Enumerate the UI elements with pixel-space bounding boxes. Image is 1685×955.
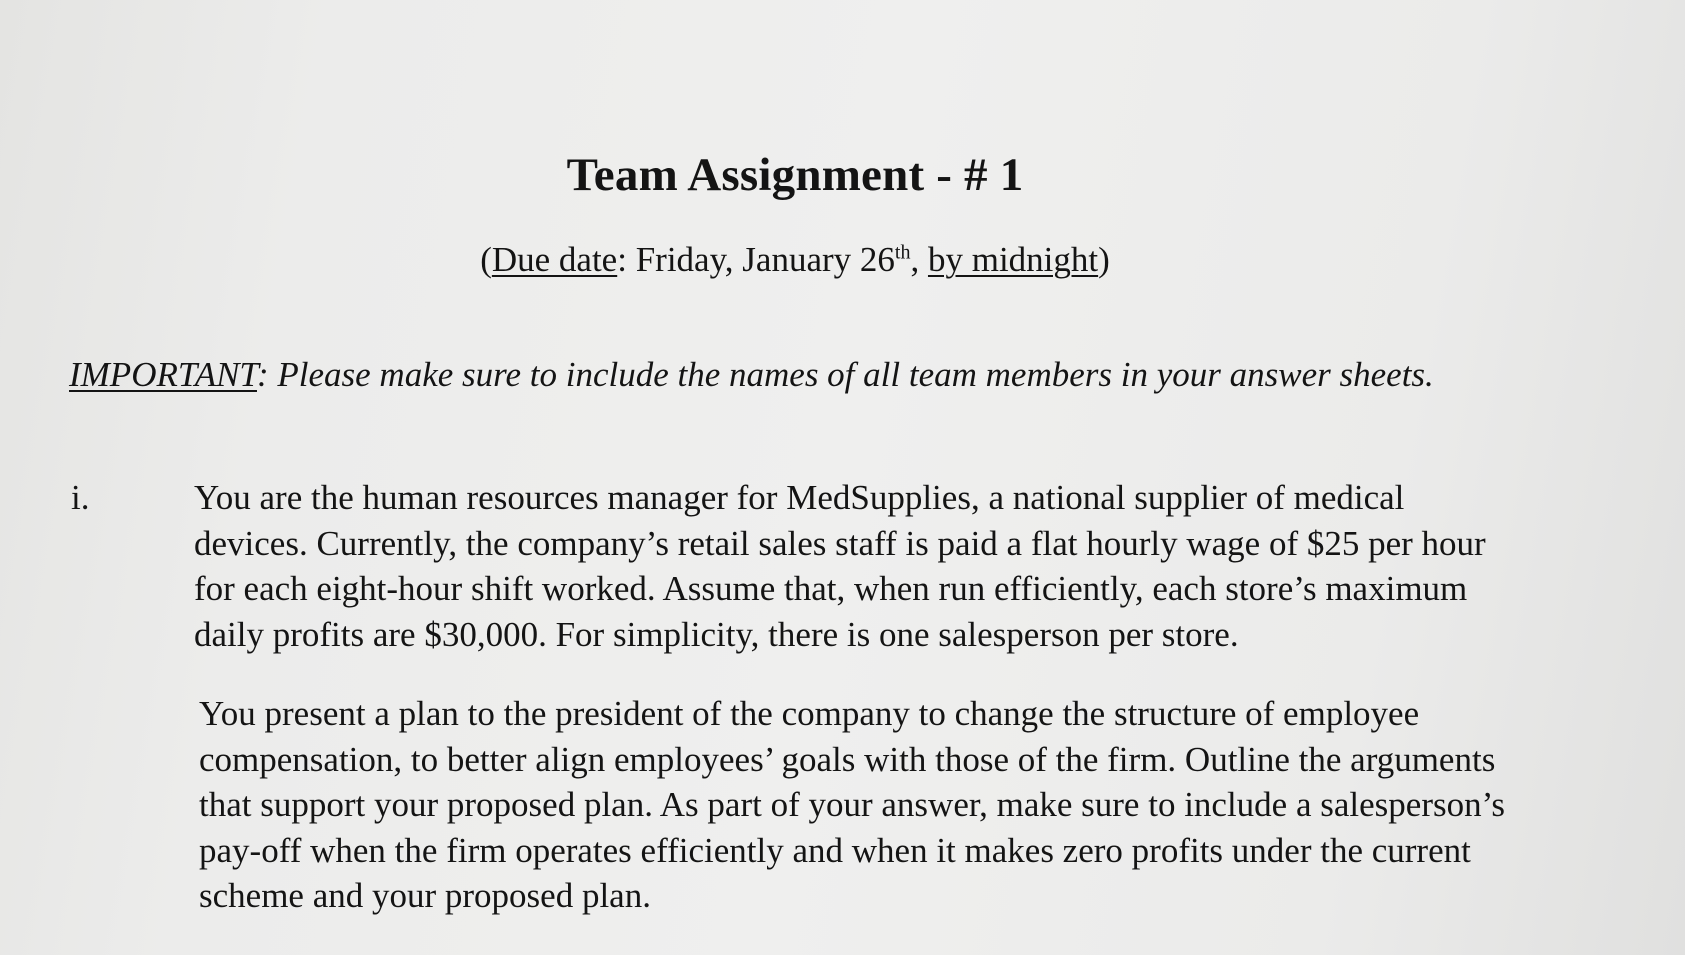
paragraph-line: daily profits are $30,000. For simplicity, there is one salesperson per store. — [194, 614, 1239, 654]
important-text: : Please make sure to include the names of all team members in your answer sheets. — [256, 355, 1434, 394]
paragraph-line: for each eight-hour shift worked. Assume that, when run efficiently, each store’s maximum — [194, 569, 1468, 608]
paragraph-line: devices. Currently, the company’s retail sales staff is paid a flat hourly wage of $25 per hour — [194, 523, 1486, 563]
important-label: IMPORTANT — [69, 355, 257, 394]
paragraph-line: You are the human resources manager for MedSupplies, a national supplier of medical — [194, 478, 1405, 517]
due-date-label: Due date — [491, 240, 618, 279]
question-paragraph-2 — [199, 691, 1599, 919]
paragraph-line: scheme and your proposed plan. — [199, 876, 651, 915]
paragraph-line: pay-off when the firm operates efficiently and when it makes zero profits under the current — [199, 830, 1471, 870]
due-date-ordinal: th — [894, 241, 911, 264]
question-paragraph-1 — [194, 475, 1594, 657]
due-colon: : — [617, 240, 636, 279]
paragraph-line: compensation, to better align employees’ goals with those of the firm. Outline the arguments — [199, 739, 1496, 779]
due-date-line — [0, 240, 1590, 280]
page-title: Team Assignment - # 1 — [566, 149, 1024, 201]
paragraph-line: You present a plan to the president of the company to change the structure of employee — [199, 694, 1420, 733]
due-date-text: Friday, January 26 — [635, 240, 895, 279]
question-number: i. — [71, 478, 90, 517]
due-close-paren: ) — [1098, 240, 1110, 279]
important-notice — [69, 355, 1434, 395]
due-open-paren: ( — [480, 240, 492, 279]
paragraph-line: that support your proposed plan. As part of your answer, make sure to include a salesperson’s — [199, 785, 1505, 824]
due-comma: , — [910, 240, 928, 279]
due-deadline: by midnight — [927, 240, 1099, 279]
